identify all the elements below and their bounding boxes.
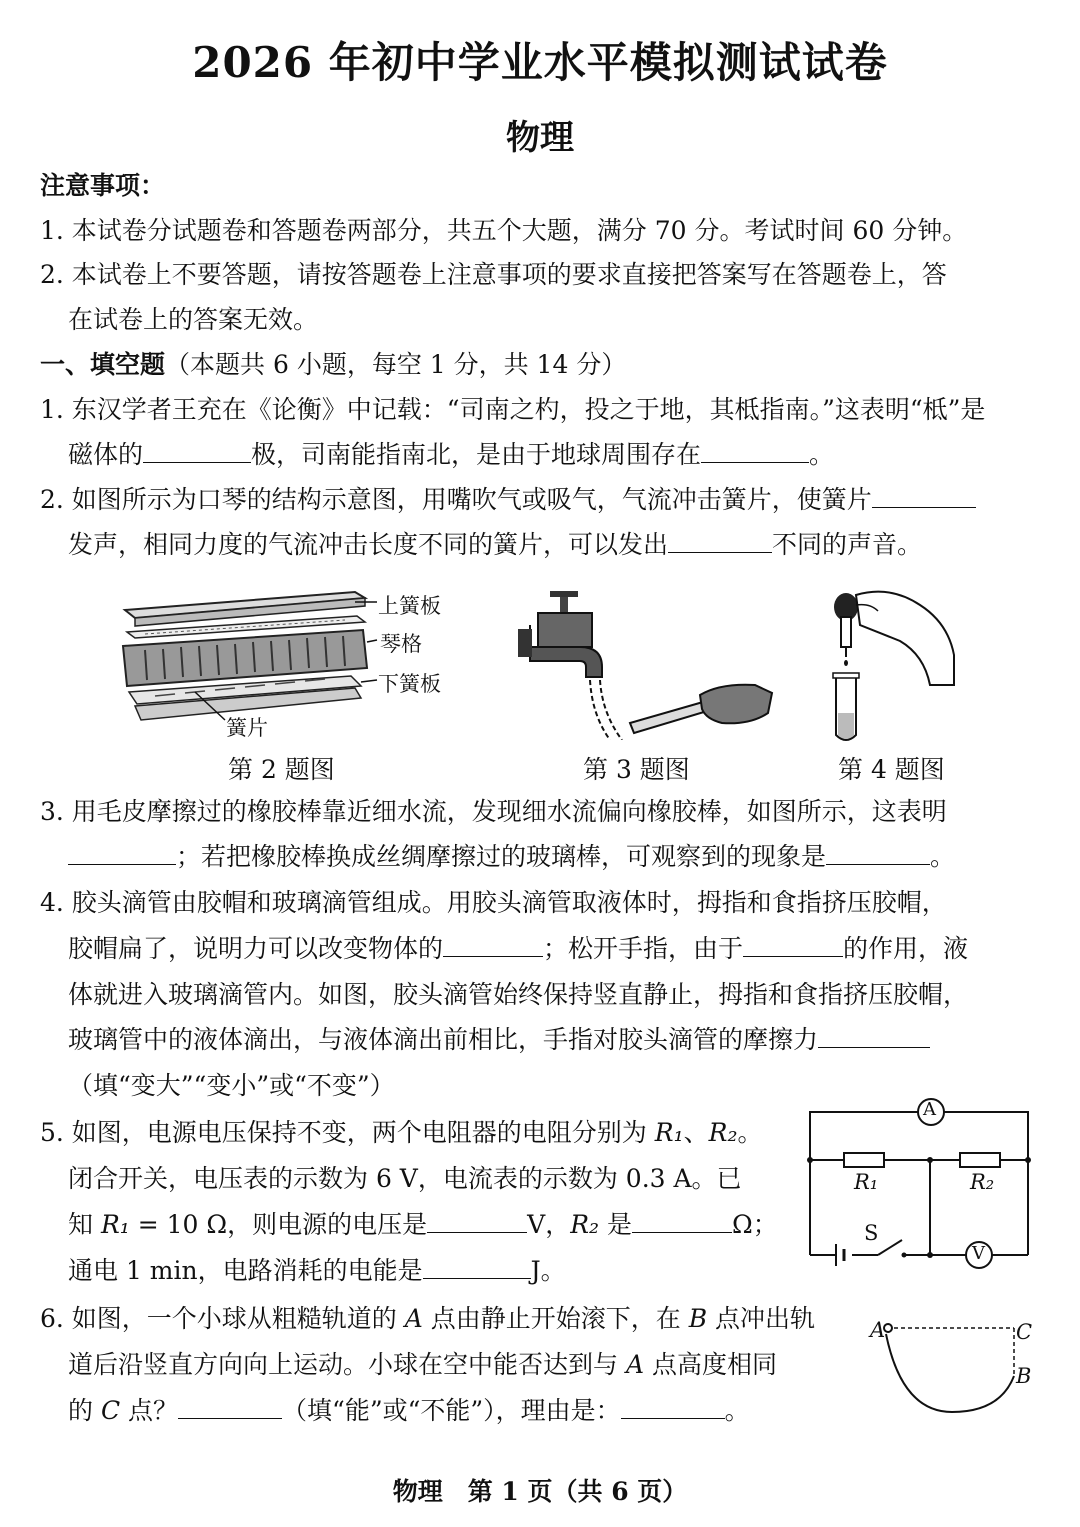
- notice-item-2: 2. 本试卷上不要答题，请按答题卷上注意事项的要求直接把答案写在答题卷上，答: [40, 260, 947, 289]
- q2-blank-1: [872, 485, 976, 508]
- notice-item-2-cont: 在试卷上的答案无效。: [68, 305, 319, 334]
- q3-line-1: 3. 用毛皮摩擦过的橡胶棒靠近细水流，发现细水流偏向橡胶棒，如图所示，这表明: [40, 797, 947, 826]
- label-reed: 簧片: [226, 716, 268, 740]
- subject-title: 物理: [506, 118, 574, 158]
- q4-blank-2: [743, 934, 843, 957]
- q5-r2: R₂: [708, 1118, 738, 1147]
- q3-line-2: [68, 842, 955, 872]
- q5-blank-1: [427, 1210, 527, 1233]
- page-footer: 物理 第 1 页（共 6 页）: [392, 1477, 688, 1506]
- r2-label: R₂: [970, 1170, 995, 1194]
- q1-blank-1: [143, 440, 251, 463]
- q6-text-b: 点由静止开始滚下，在: [422, 1304, 689, 1333]
- q6-text-a: 6. 如图，一个小球从粗糙轨道的: [40, 1304, 405, 1333]
- q2-line-2: [68, 530, 922, 560]
- q5-text-e: 是: [599, 1210, 633, 1239]
- q4-line-2: [68, 934, 968, 964]
- q1-blank-2: [701, 440, 809, 463]
- q2-blank-2: [668, 530, 772, 553]
- q4-line-1: 4. 胶头滴管由胶帽和玻璃滴管组成。用胶头滴管取液体时，拇指和食指挤压胶帽，: [40, 888, 947, 917]
- label-upper-reed-plate: 上簧板: [378, 594, 441, 618]
- q2-text-a: 2. 如图所示为口琴的结构示意图，用嘴吹气或吸气，气流冲击簧片，使簧片: [40, 485, 872, 514]
- q5-blank-3: [423, 1256, 531, 1279]
- q5-r2-b: R₂: [570, 1210, 600, 1239]
- q3-blank-2: [826, 842, 930, 865]
- q5-text-b: 知: [68, 1210, 101, 1239]
- q5-r1-b: R₁: [100, 1210, 130, 1239]
- q4-text-c: 的作用，液: [843, 934, 969, 963]
- q2-text-b: 发声，相同力度的气流冲击长度不同的簧片，可以发出: [68, 530, 669, 559]
- q4-text-b: ；松开手指，由于: [543, 934, 744, 963]
- q6-blank-1: [178, 1396, 282, 1419]
- q5-line-1: [40, 1118, 763, 1148]
- point-a: A: [870, 1318, 886, 1342]
- q6-a-2: A: [625, 1350, 645, 1379]
- water-stream-figure: [510, 585, 780, 740]
- q6-line-2: [68, 1350, 777, 1380]
- q1-text-b: 极，司南能指南北，是由于地球周围存在: [251, 440, 702, 469]
- q1-line-2: [68, 440, 834, 470]
- label-lower-reed-plate: 下簧板: [378, 672, 441, 696]
- track-diagram: [872, 1312, 1032, 1422]
- section-1-heading: 一、填空题: [40, 350, 166, 379]
- voltmeter-symbol: V: [972, 1243, 985, 1264]
- q6-b: B: [688, 1304, 708, 1333]
- q4-text-d: 玻璃管中的液体滴出，与液体滴出前相比，手指对胶头滴管的摩擦力: [68, 1025, 819, 1054]
- q5-text-d: V，: [527, 1210, 571, 1239]
- circuit-diagram: [800, 1090, 1045, 1290]
- section-1-header: [40, 350, 626, 380]
- q5-text-g: 通电 1 min，电路消耗的电能是: [68, 1256, 423, 1285]
- fig3-caption: 第 3 题图: [583, 755, 690, 784]
- point-c: C: [1016, 1320, 1033, 1344]
- q4-line-4: [68, 1025, 930, 1055]
- q3-blank-1: [68, 842, 176, 865]
- q4-blank-1: [443, 934, 543, 957]
- q6-c: C: [100, 1396, 121, 1425]
- q5-line-3: [68, 1210, 778, 1240]
- q6-blank-2: [621, 1396, 725, 1419]
- q6-text-i: 。: [724, 1396, 750, 1425]
- q4-text-a: 胶帽扁了，说明力可以改变物体的: [68, 934, 444, 963]
- q6-text-h: （填“能”或“不能”），理由是：: [282, 1396, 621, 1425]
- notice-item-1: 1. 本试卷分试题卷和答题卷两部分，共五个大题，满分 70 分。考试时间 60 分钟。: [40, 216, 968, 245]
- fig2-caption: 第 2 题图: [228, 755, 335, 784]
- q5-text-f: Ω；: [732, 1210, 778, 1239]
- switch-label: S: [864, 1221, 879, 1245]
- q2-text-c: 不同的声音。: [772, 530, 923, 559]
- q1-text-c: 。: [809, 440, 835, 469]
- q6-text-d: 道后沿竖直方向向上运动。小球在空中能否达到与: [68, 1350, 626, 1379]
- q5-line-4: [68, 1256, 566, 1286]
- ammeter-symbol: A: [923, 1099, 936, 1120]
- q1-line-1: 1. 东汉学者王充在《论衡》中记载：“司南之杓，投之于地，其柢指南。”这表明“柢”是: [40, 395, 986, 424]
- q3-text-b: ；若把橡胶棒换成丝绸摩擦过的玻璃棒，可观察到的现象是: [176, 842, 827, 871]
- fig4-caption: 第 4 题图: [838, 755, 945, 784]
- q5-text-h: J。: [530, 1256, 566, 1285]
- q4-blank-3: [818, 1025, 930, 1048]
- q5-text-c: = 10 Ω，则电源的电压是: [129, 1210, 428, 1239]
- q5-sep: 、: [683, 1118, 709, 1147]
- q6-text-e: 点高度相同: [644, 1350, 777, 1379]
- q6-line-1: [40, 1304, 815, 1334]
- q4-line-3: 体就进入玻璃滴管内。如图，胶头滴管始终保持竖直静止，拇指和食指挤压胶帽，: [68, 980, 969, 1009]
- q2-line-1: [40, 485, 976, 515]
- q6-a: A: [404, 1304, 423, 1333]
- exam-title: 2026 年初中学业水平模拟测试试卷: [192, 38, 888, 87]
- q4-line-5: （填“变大”“变小”或“不变”）: [68, 1071, 395, 1100]
- q5-blank-2: [632, 1210, 732, 1233]
- r1-label: R₁: [854, 1170, 879, 1194]
- q6-text-g: 点？: [120, 1396, 179, 1425]
- q3-text-c: 。: [930, 842, 956, 871]
- q5-line-2: 闭合开关，电压表的示数为 6 V，电流表的示数为 0.3 A。已: [68, 1164, 742, 1193]
- q6-line-3: [68, 1396, 750, 1426]
- section-1-desc: （本题共 6 小题，每空 1 分，共 14 分）: [165, 350, 627, 379]
- dropper-figure: [820, 585, 960, 745]
- q5-r1: R₁: [654, 1118, 684, 1147]
- q6-text-c: 点冲出轨: [707, 1304, 816, 1333]
- label-comb: 琴格: [380, 632, 422, 656]
- q5-end: 。: [737, 1118, 763, 1147]
- notice-heading: 注意事项：: [40, 171, 166, 200]
- q6-text-f: 的: [68, 1396, 101, 1425]
- point-b: B: [1016, 1364, 1032, 1388]
- q1-text-a: 磁体的: [68, 440, 144, 469]
- q5-text-a: 5. 如图，电源电压保持不变，两个电阻器的电阻分别为: [40, 1118, 655, 1147]
